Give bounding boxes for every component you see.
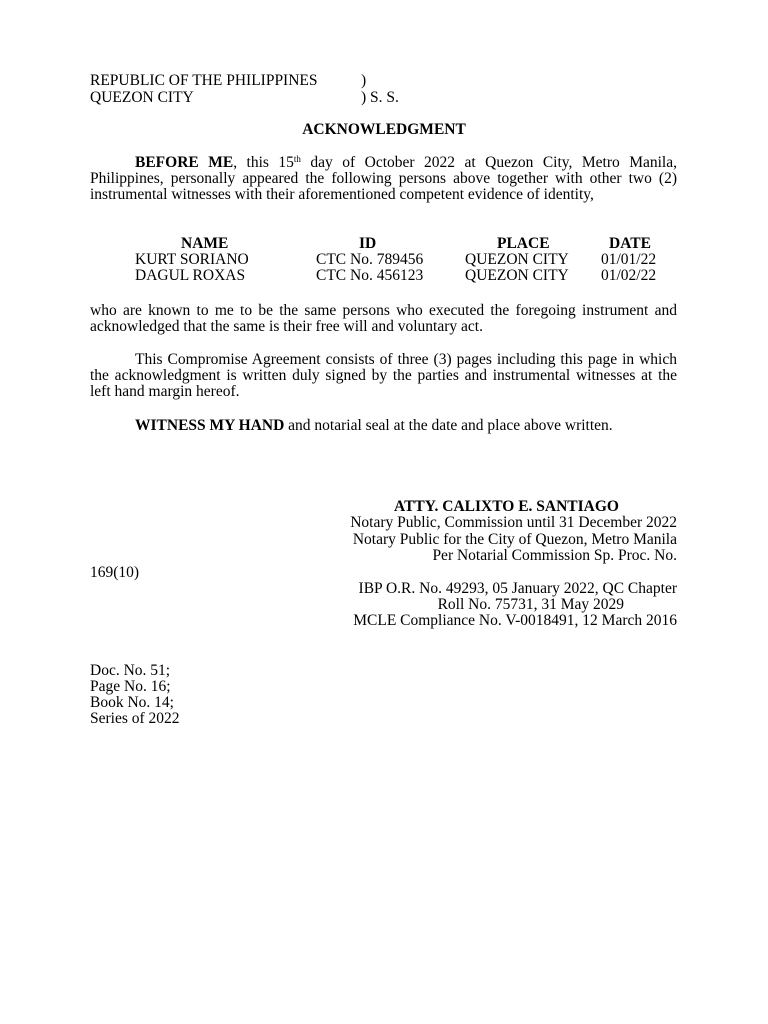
notary-mcle: MCLE Compliance No. V-0018491, 12 March 2016: [353, 612, 677, 629]
series-year: Series of 2022: [90, 710, 180, 727]
paragraph-known-persons: who are known to me to be the same persons who executed the foregoing instrument and acknowledged that the same is their free will and voluntary act.: [90, 302, 677, 335]
document-title: ACKNOWLEDGMENT: [302, 121, 466, 138]
before-me-lead: BEFORE ME: [135, 154, 234, 171]
header-id: ID: [359, 235, 377, 252]
paragraph-compromise: [90, 352, 677, 400]
witness-lead: WITNESS MY HAND: [135, 417, 285, 434]
header-date: DATE: [609, 235, 651, 252]
table-cell-place: QUEZON CITY: [465, 251, 569, 268]
notary-ibp: IBP O.R. No. 49293, 05 January 2022, QC Chapter: [358, 580, 677, 597]
caption-bracket: ): [361, 72, 367, 89]
caption-city: QUEZON CITY: [90, 89, 194, 106]
table-cell-date: 01/01/22: [601, 251, 657, 268]
book-number: Book No. 14;: [90, 694, 174, 711]
notary-roll: Roll No. 75731, 31 May 2029: [437, 596, 624, 613]
notary-name: ATTY. CALIXTO E. SANTIAGO: [394, 498, 619, 515]
notary-city: Notary Public for the City of Quezon, Metro Manila: [352, 531, 677, 548]
paragraph-witness: [90, 418, 677, 434]
notary-proc: Per Notarial Commission Sp. Proc. No.: [432, 547, 677, 564]
header-name: NAME: [181, 235, 229, 252]
page-number: Page No. 16;: [90, 678, 171, 695]
day-ordinal: th: [293, 154, 301, 164]
paragraph-before-me: [90, 155, 677, 203]
caption-ss: ) S. S.: [361, 89, 399, 106]
table-cell-date: 01/02/22: [601, 267, 657, 284]
doc-number: Doc. No. 51;: [90, 662, 171, 679]
table-cell-place: QUEZON CITY: [465, 267, 569, 284]
table-cell-id: CTC No. 789456: [316, 251, 424, 268]
table-cell-name: DAGUL ROXAS: [135, 267, 246, 284]
table-cell-id: CTC No. 456123: [316, 267, 424, 284]
notary-proc-number: 169(10): [90, 564, 140, 581]
witness-text: and notarial seal at the date and place above written.: [284, 417, 613, 434]
before-me-text-a: , this 15: [233, 154, 294, 171]
notary-commission: Notary Public, Commission until 31 December 2022: [350, 514, 677, 531]
compromise-text: This Compromise Agreement consists of three (3) pages including this page in which the acknowledgment is written duly signed by the parties and instrumental witnesses at the left hand margin hereof.: [90, 351, 677, 400]
table-cell-name: KURT SORIANO: [135, 251, 249, 268]
before-me-text-b: day of October 2022 at Quezon City, Metro Manila, Philippines, personally appeared the following persons above together with other two (2) instrumental witnesses with their aforementioned competent evidence of identity,: [90, 154, 677, 203]
caption-republic: REPUBLIC OF THE PHILIPPINES: [90, 72, 318, 89]
header-place: PLACE: [497, 235, 550, 252]
